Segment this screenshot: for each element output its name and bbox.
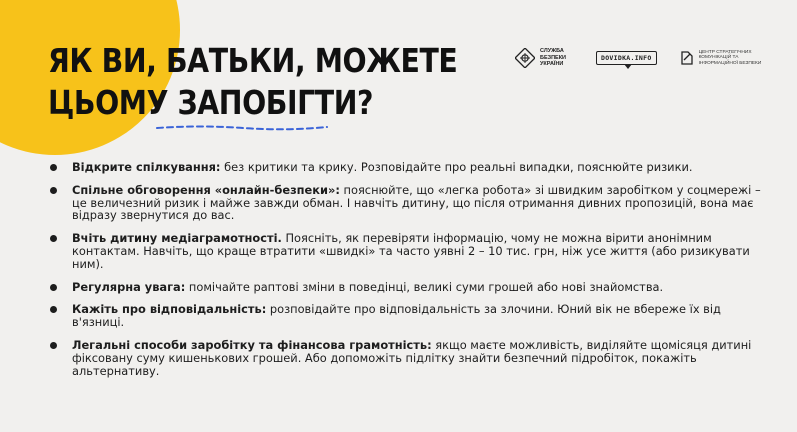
sbu-logo [515, 48, 566, 68]
item-heading: Спільне обговорення «онлайн-безпеки»: [72, 182, 340, 197]
sbu-logo-line-3: УКРАЇНИ [540, 61, 564, 68]
list-item [50, 161, 770, 174]
item-heading: Вчіть дитину медіаграмотності. [72, 231, 282, 246]
dashed-underline-decoration [155, 123, 330, 133]
cspi-logo [679, 49, 769, 67]
cspi-emblem-icon [679, 49, 695, 67]
item-text: якщо маєте можливість, виділяйте щомісяця дитині фіксовану суму кишенькових грошей. Або допоможіть підлітку знайти безпечний підробіток, покажіть альтернативу. [72, 337, 752, 378]
cspi-logo-text: ЦЕНТР СТРАТЕГІЧНИХ КОМУНІКАЦІЙ ТА ІНФОРМАЦІЙНОЇ БЕЗПЕКИ [698, 49, 762, 66]
bullet-icon [50, 164, 57, 171]
bullet-icon [50, 187, 57, 194]
title-line-1: ЯК ВИ, БАТЬКИ, МОЖЕТЕ [48, 41, 458, 80]
list-item [50, 281, 770, 294]
item-text: розповідайте про відповідальність за злочини. Юний вік не вбереже їх від в'язниці. [72, 302, 721, 330]
list-item [50, 184, 770, 222]
item-text: помічайте раптові зміни в поведінці, великі суми грошей або нові знайомства. [185, 279, 664, 294]
title-line-2 [48, 82, 457, 124]
item-heading: Кажіть про відповідальність: [72, 302, 267, 317]
list-item [50, 303, 770, 329]
item-heading: Відкрите спілкування: [72, 160, 221, 174]
partner-logos [515, 46, 769, 70]
item-text: пояснюйте, що «легка робота» зі швидким заробітком у соцмережі – це величезний ризик і майже завжди обман. І навчіть дитину, що після отримання дивних пропозицій, вона має відразу звернутися до вас. [72, 182, 761, 223]
item-text: Поясніть, як перевіряти інформацію, чому не можна вірити анонімним контактам. Навчіть, що краще втратити «швидкі» та часто уявні 2 – 10 тис. грн, ніж усе життя (або ризикувати ним). [72, 231, 750, 271]
bullet-icon [50, 284, 57, 291]
item-heading: Регулярна увага: [72, 279, 186, 294]
page-title [48, 40, 457, 124]
item-text: без критики та крику. Розповідайте про реальні випадки, пояснюйте ризики. [220, 160, 693, 174]
list-item [50, 232, 770, 270]
title-line-2-plain: ЦЬОМУ [48, 83, 178, 122]
bullet-icon [50, 342, 57, 349]
bullet-icon [50, 306, 57, 313]
sbu-logo-line-2: БЕЗПЕКИ [540, 54, 566, 61]
bullet-icon [50, 235, 57, 242]
advice-list [50, 161, 770, 387]
list-item [50, 339, 770, 377]
sbu-logo-line-1: СЛУЖБА [540, 48, 564, 55]
sbu-logo-text [540, 48, 566, 68]
item-heading: Легальні способи заробітку та фінансова грамотність: [72, 337, 432, 352]
sbu-emblem-icon [515, 48, 535, 68]
title-line-2-highlight: ЗАПОБІГТИ? [177, 83, 374, 122]
dovidka-logo: DOVIDKA.INFO [596, 51, 657, 65]
